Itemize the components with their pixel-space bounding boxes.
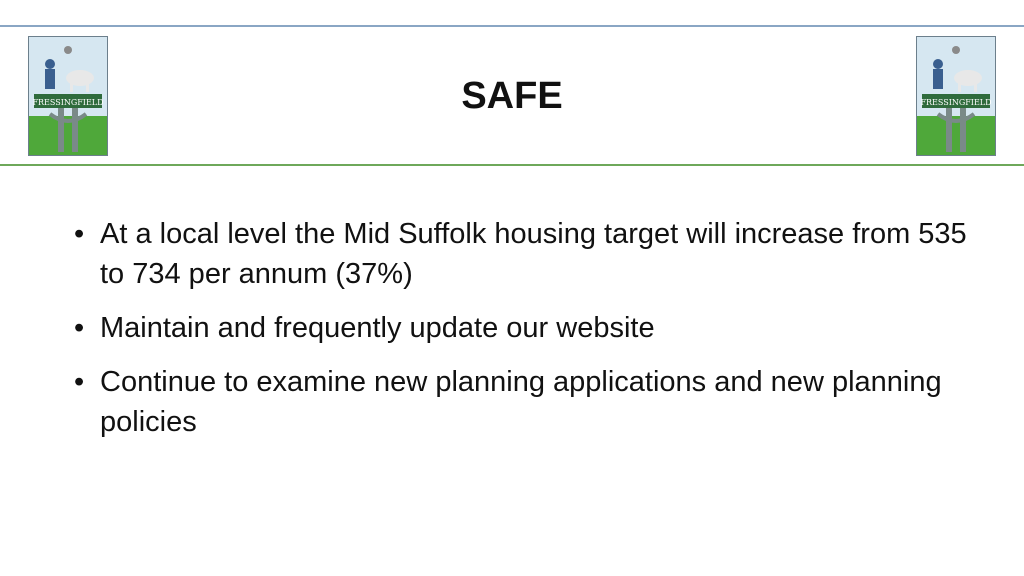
- bullet-dot-icon: •: [74, 366, 85, 398]
- top-rule: [0, 25, 1024, 27]
- logo-text: FRESSINGFIELD: [32, 98, 104, 107]
- bullet-text: Maintain and frequently update our website: [100, 312, 655, 344]
- slide-title: SAFE: [461, 75, 563, 117]
- bullet-item: [72, 362, 972, 442]
- bullet-list: [72, 214, 972, 456]
- bullet-dot-icon: •: [74, 218, 85, 250]
- bullet-dot-icon: •: [74, 312, 85, 344]
- bullet-item: [72, 308, 972, 348]
- bottom-rule: [0, 164, 1024, 166]
- bullet-text: Continue to examine new planning applications and new planning policies: [100, 366, 942, 438]
- bullet-text: At a local level the Mid Suffolk housing target will increase from 535 to 734 per annum (37%): [100, 218, 967, 290]
- bullet-item: [72, 214, 972, 294]
- logo-text: FRESSINGFIELD: [920, 98, 992, 107]
